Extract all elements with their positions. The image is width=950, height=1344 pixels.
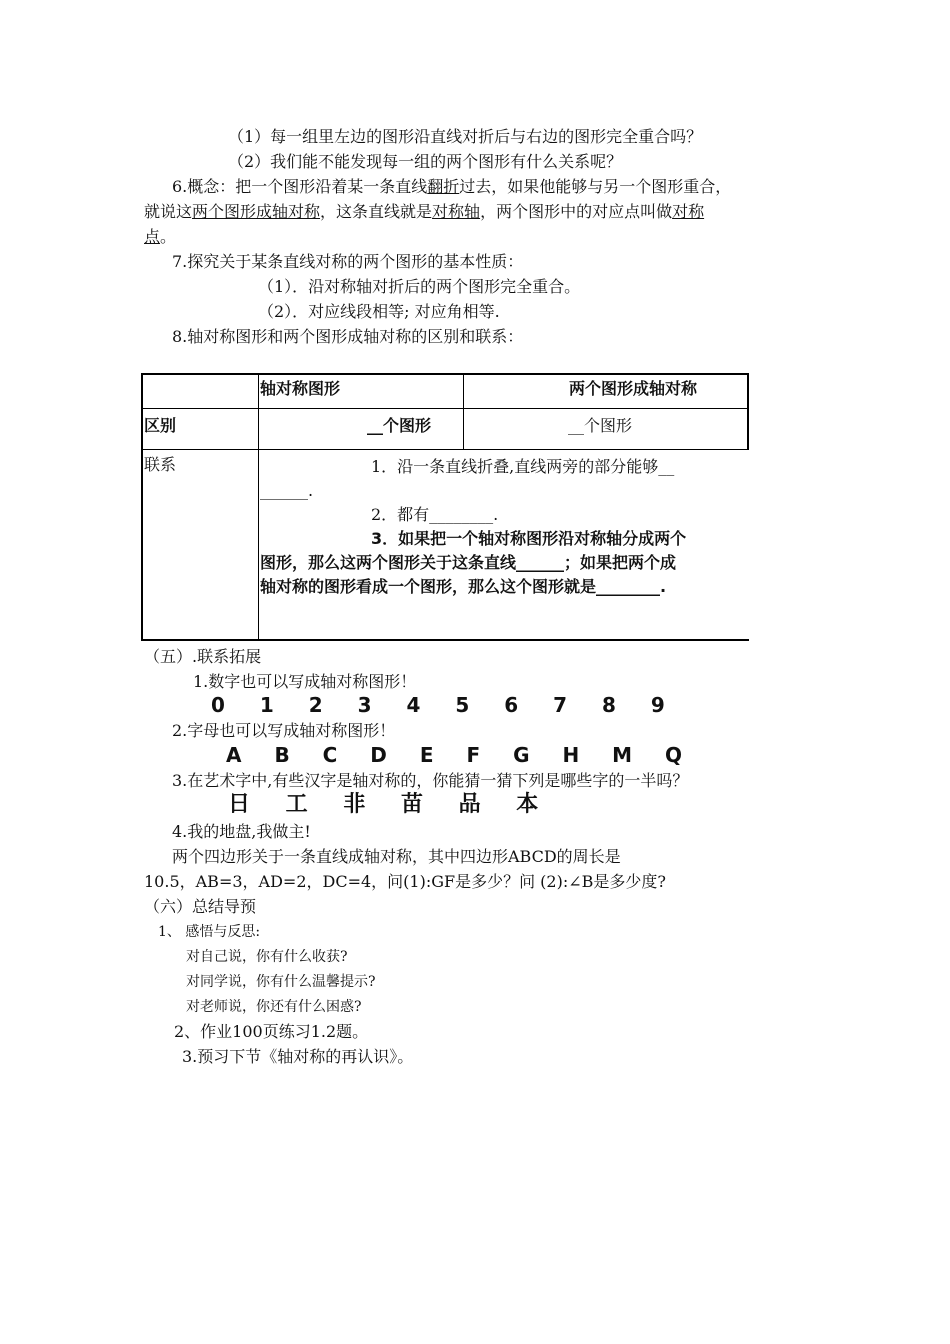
summary-item-1: 1、 感悟与反思: [158,924,261,940]
digits-row: 0 1 2 3 4 5 6 7 8 9 [211,693,679,717]
table-header-divider [463,373,464,450]
concept-text: 过去，如果他能够与另一个图形重合， [459,177,732,196]
extension-item-1: 1.数字也可以写成轴对称图形！ [193,672,417,691]
concept-line-3 [144,226,176,248]
extension-item-4: 4.我的地盘,我做主! [172,822,311,841]
table-row-divider [141,408,749,409]
summary-heading: （六）总结导预 [144,897,257,916]
table-top-border [141,373,749,375]
reflection-2: 对同学说，你有什么温馨提示? [186,974,376,990]
concept-line-1 [172,176,731,198]
concept-text: ，这条直线就是 [320,202,433,221]
table-bottom-border [141,639,749,641]
table-header-axis-figure: 轴对称图形 [260,379,341,398]
concept-line-2 [144,201,704,223]
table-row-link-label: 联系 [144,455,177,474]
concept-point-term: 对称 [672,202,705,221]
table-diff-axis-figure: __个图形 [367,416,432,435]
concept-point-term: 点 [144,227,161,246]
summary-item-3: 3.预习下节《轴对称的再认识》。 [182,1047,414,1066]
table-link-1a: 1．沿一条直线折叠,直线两旁的部分能够__ [371,457,675,476]
problem-line-1: 两个四边形关于一条直线成轴对称，其中四边形ABCD的周长是 [172,847,621,866]
concept-text: 。 [160,227,177,246]
concept-text: 就说这 [144,202,193,221]
property-1: （1）．沿对称轴对折后的两个图形完全重合。 [258,277,581,296]
table-diff-two-figures: __个图形 [568,416,633,435]
question-2: （2）我们能不能发现每一组的两个图形有什么关系呢？ [228,152,623,171]
table-header-two-figures: 两个图形成轴对称 [569,379,698,398]
concept-two-figures-term: 两个图形成轴对称 [192,202,321,221]
table-left-border [141,373,143,641]
concept-text: 6.概念：把一个图形沿着某一条直线 [172,177,428,196]
table-link-3a: 3．如果把一个轴对称图形沿对称轴分成两个 [371,529,687,548]
question-1: （1）每一组里左边的图形沿直线对折后与右边的图形完全重合吗？ [228,127,703,146]
summary-item-2: 2、作业100页练习1.2题。 [174,1022,369,1041]
comparison-table [141,373,749,641]
properties-heading: 7.探究关于某条直线对称的两个图形的基本性质： [172,252,524,271]
table-link-2: 2．都有________. [371,505,499,524]
extension-heading: （五）.联系拓展 [144,647,262,666]
table-link-1b: ______. [260,481,314,500]
concept-fold-term: 翻折 [427,177,460,196]
reflection-1: 对自己说，你有什么收获? [186,949,348,965]
compare-heading: 8.轴对称图形和两个图形成轴对称的区别和联系： [172,327,524,346]
property-2: （2）．对应线段相等; 对应角相等. [258,302,500,321]
table-row-diff-label: 区别 [144,416,177,435]
table-col-divider [258,373,259,641]
table-link-3b: 图形，那么这两个图形关于这条直线______；如果把两个成 [260,553,677,572]
table-link-3c: 轴对称的图形看成一个图形，那么这个图形就是________. [260,577,667,596]
problem-line-2: 10.5，AB=3，AD=2，DC=4，问(1):GF是多少？问 (2):∠B是多少度? [144,872,666,891]
extension-item-3: 3.在艺术字中,有些汉字是轴对称的，你能猜一猜下列是哪些字的一半吗？ [172,771,689,790]
extension-item-2: 2.字母也可以写成轴对称图形！ [172,721,396,740]
letters-row: A B C D E F G H M Q [226,743,696,767]
table-right-border [747,373,749,450]
reflection-3: 对老师说，你还有什么困惑? [186,999,362,1015]
concept-text: ，两个图形中的对应点叫做 [480,202,673,221]
table-row-divider [141,449,749,450]
hanzi-row: 日 工 非 苗 品 本 [228,792,553,817]
concept-axis-term: 对称轴 [432,202,481,221]
